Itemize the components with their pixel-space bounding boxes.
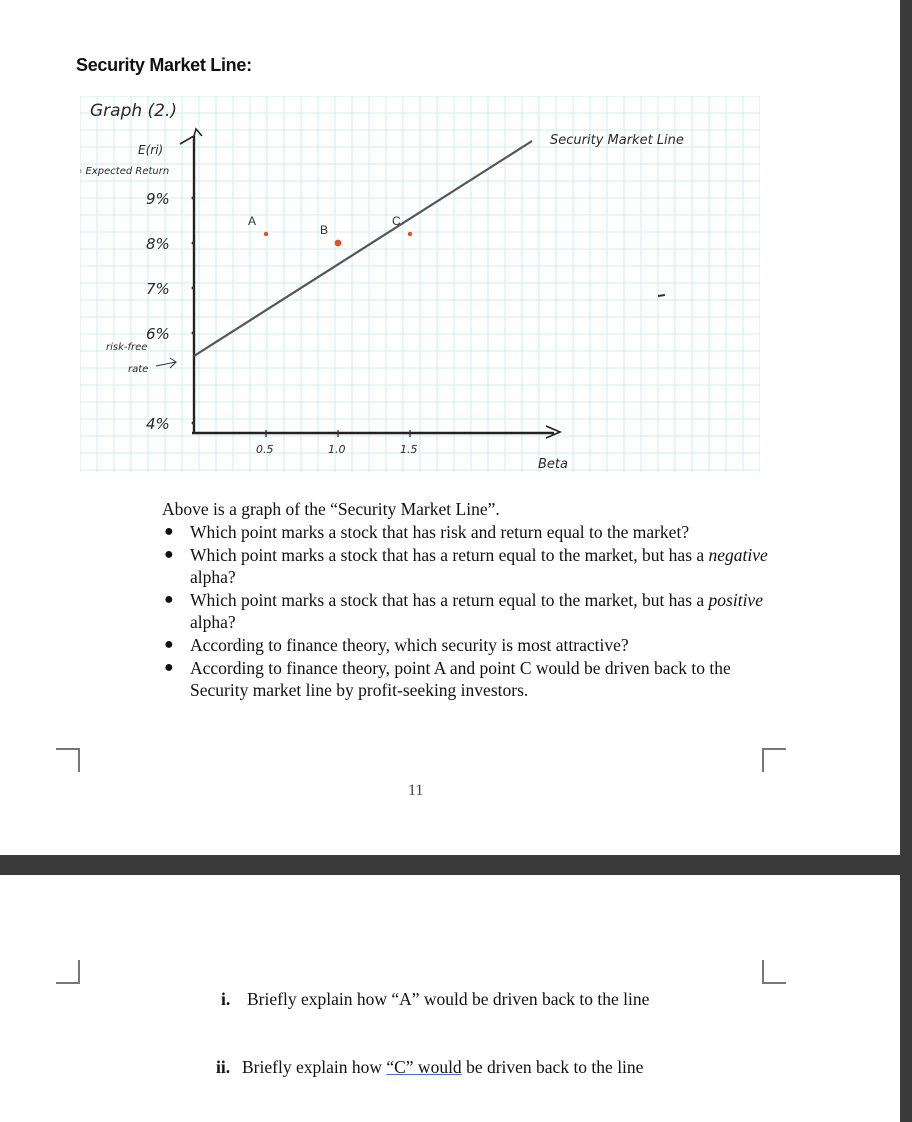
x-tick-label: 1.5 — [400, 443, 418, 456]
question-i-text: Briefly explain how “A” would be driven back to the line — [247, 989, 650, 1009]
bullet-dot: ● — [164, 546, 174, 563]
intro-text: Above is a graph of the “Security Market Line”. — [162, 499, 500, 519]
question-bullet: ● Which point marks a stock that has a return equal to the market, but has a positive alpha? — [164, 590, 763, 632]
question-bullet: ● Which point marks a stock that has risk and return equal to the market? — [164, 522, 690, 542]
y-tick-label: 7% — [146, 280, 170, 298]
question-ii-post: be driven back to the line — [461, 1057, 644, 1077]
point-a — [264, 232, 268, 236]
y-axis-label: = Expected Return — [80, 166, 170, 177]
emphasis-text: positive — [708, 590, 763, 610]
risk-free-label: risk-free — [106, 342, 148, 353]
question-bullet: ● According to finance theory, which security is most attractive? — [164, 635, 629, 655]
bullet-dot: ● — [164, 659, 174, 676]
crop-mark — [56, 960, 80, 984]
viewer-scroll-edge — [900, 0, 912, 1122]
point-label-b: B — [320, 223, 329, 237]
bullet-dot: ● — [164, 636, 174, 653]
y-tick-mark — [192, 197, 195, 200]
question-ii — [216, 1057, 643, 1078]
crop-mark — [56, 748, 80, 772]
points — [248, 214, 412, 246]
question-bullet: ● Which point marks a stock that has a return equal to the market, but has a negative alpha? — [164, 545, 768, 587]
y-tick-mark — [192, 332, 195, 335]
crop-mark — [762, 960, 786, 984]
emphasis-text: negative — [708, 545, 768, 565]
question-i-number: i. — [221, 989, 231, 1009]
sml-label: Security Market Line — [550, 133, 684, 148]
page-number: 11 — [408, 782, 424, 799]
question-bullet: ● According to finance theory, point A and point C would be driven back to the Security market line by profit-seeking investors. — [164, 658, 731, 700]
graph-grid — [80, 96, 760, 472]
x-axis-label: Beta — [538, 457, 568, 472]
point-c — [408, 232, 412, 236]
crop-mark — [762, 748, 786, 772]
question-text — [162, 498, 782, 701]
spellcheck-underlined-text[interactable]: “C” would — [386, 1057, 462, 1077]
y-tick-label: 8% — [146, 235, 170, 253]
graph-image — [80, 96, 760, 472]
point-label-a: A — [248, 214, 257, 228]
stray-mark — [658, 295, 665, 296]
x-tick-label: 1.0 — [328, 443, 346, 456]
y-tick-label: 4% — [146, 415, 170, 433]
y-axis-symbol: E(ri) — [138, 143, 164, 157]
risk-free-arrow — [156, 358, 176, 368]
bullet-dot: ● — [164, 591, 174, 608]
y-tick-mark — [192, 242, 195, 245]
question-i — [221, 989, 649, 1010]
y-tick-label: 6% — [146, 325, 170, 343]
risk-free-label-2: rate — [128, 364, 149, 375]
y-ticks — [146, 190, 195, 433]
y-tick-label: 9% — [146, 190, 170, 208]
page-gap — [0, 855, 912, 875]
question-ii-pre: Briefly explain how — [242, 1057, 387, 1077]
graph-title: Graph (2.) — [90, 101, 178, 121]
y-tick-mark — [192, 287, 195, 290]
y-tick-mark — [192, 422, 195, 425]
question-list — [162, 521, 782, 701]
bullet-dot: ● — [164, 523, 174, 540]
sml-graph — [80, 96, 760, 472]
page-heading: Security Market Line: — [76, 55, 252, 75]
point-b — [335, 240, 342, 247]
question-ii-number: ii. — [216, 1057, 231, 1077]
x-tick-label: 0.5 — [256, 443, 274, 456]
point-label-c: C — [392, 214, 401, 228]
